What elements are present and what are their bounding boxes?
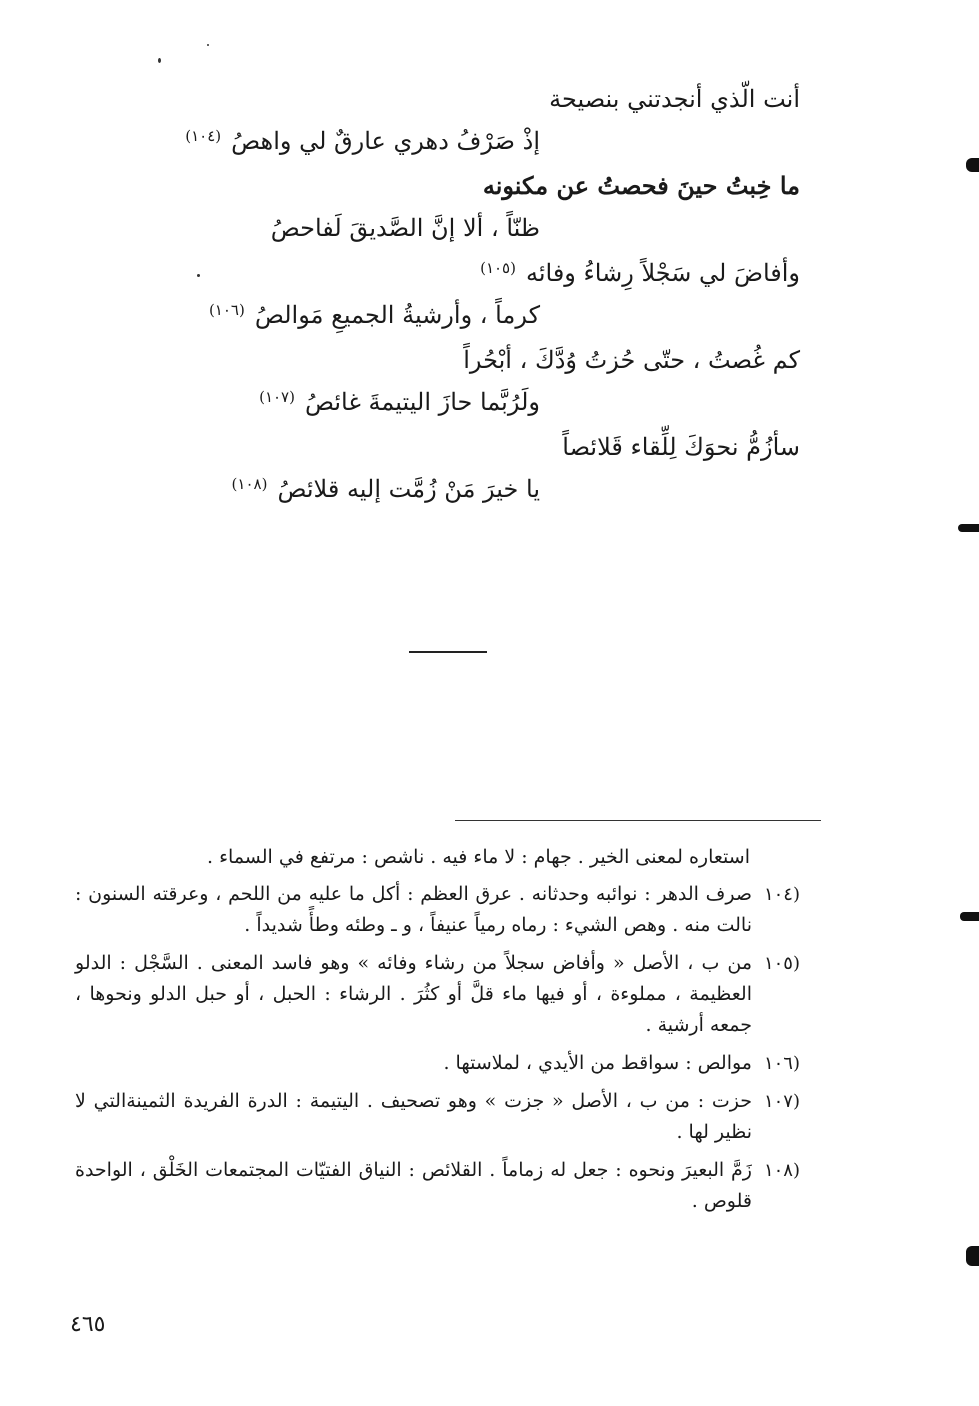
verse-second-hemistich xyxy=(185,124,540,161)
verse xyxy=(70,246,830,333)
footnote-text: من ب ، الأصل « وأفاض سجلاً من رشاء وفائه » وهو فاسد المعنى . السَّجْل : الدلو العظيمة ، مملوءة ، أو فيها ماء قلَّ أو كثُرَ . الرشاء : الحبل ، أو حبل الدلو ونحوها ، جمعه أرشية . xyxy=(75,952,752,1036)
verse-second-hemistich xyxy=(209,298,540,335)
hemistich-text: كرماً ، وأرشيةُ الجميعِ مَوالصُ xyxy=(254,301,540,329)
hemistich-text: ولَرُبَّما حازَ اليتيمةَ غائصُ xyxy=(304,388,540,416)
verse xyxy=(70,159,830,246)
footnote-number: (١٠٤ xyxy=(763,884,800,905)
hemistich-text: إذْ صَرْفُ دهري عارقٌ لي واهصُ xyxy=(231,127,540,155)
footnote xyxy=(75,1086,800,1148)
section-divider xyxy=(409,651,487,653)
footnote-number: (١٠٦ xyxy=(763,1053,800,1074)
footnote-text: حزت : من ب ، الأصل « جزت » وهو تصحيف . اليتيمة : الدرة الفريدة الثمينةالتي لا نظير لها . xyxy=(75,1090,752,1143)
verse-first-hemistich: ما خِبتُ حينَ فحصتُ عن مكنونه xyxy=(482,171,800,200)
footnote-number: (١٠٨ xyxy=(763,1160,800,1181)
footnote-text: زَمَّ البعيرَ ونحوه : جعل له زماماً . القلائص : النياق الفتيّات المجتمعات الخَلْق ، الواحدة قلوص . xyxy=(75,1159,752,1212)
page-number: ٤٦٥ xyxy=(70,1312,106,1337)
footnote-reference: (١٠٨) xyxy=(231,475,268,493)
scan-edge-mark xyxy=(966,1246,979,1266)
verse-second-hemistich xyxy=(232,472,540,509)
footnote-reference: (١٠٤) xyxy=(185,127,222,145)
verse-first-hemistich: أنت الّذي أنجدتني بنصيحة xyxy=(549,85,800,113)
footnotes xyxy=(75,842,800,1224)
footnote-number: (١٠٧ xyxy=(763,1091,800,1112)
footnote-rule xyxy=(455,820,821,821)
scan-speck xyxy=(158,58,161,63)
verse xyxy=(70,72,830,159)
hemistich-text: وأفاضَ لي سَجْلاً رِشاءُ وفائه xyxy=(525,259,800,287)
hemistich-text: ظنّاً ، ألا إنَّ الصَّديقَ لَفاحصُ xyxy=(270,214,540,242)
verse-second-hemistich xyxy=(261,211,540,248)
footnote-reference: (١٠٦) xyxy=(208,301,245,319)
footnote xyxy=(75,1048,800,1079)
footnote xyxy=(75,948,800,1041)
footnote-reference: (١٠٥) xyxy=(480,259,516,277)
scan-speck xyxy=(197,274,200,277)
scan-speck xyxy=(207,44,209,46)
verse xyxy=(70,333,830,420)
hemistich-text: يا خيرَ مَنْ زُمَّت إليه قلائصُ xyxy=(277,475,540,503)
footnote-text: صرف الدهر : نوائبه وحدثانه . عرق العظم : أكل ما عليه من اللحم ، وعرقته السنون : نالت منه . وهص الشيء : رماه رمياً عنيفاً ، و ـ وطئه وطأً شديداً . xyxy=(75,883,752,936)
verse-second-hemistich xyxy=(259,385,540,422)
scan-edge-mark xyxy=(966,158,979,172)
footnote-continuation: استعاره لمعنى الخير . جهام : لا ماء فيه . ناشص : مرتفع في السماء . xyxy=(207,846,750,868)
scan-edge-mark xyxy=(960,912,979,921)
verse xyxy=(70,420,830,507)
footnote xyxy=(75,879,800,941)
footnote xyxy=(75,1155,800,1217)
verse-first-hemistich: كم غُصتُ ، حتّى حُزتُ وُدَّكَ ، أبْحُراً xyxy=(463,346,800,374)
poem xyxy=(70,72,830,507)
verse-first-hemistich: سأزُمُّ نحوَكَ لِلِّقاء قَلائصاً xyxy=(562,433,800,461)
verse-first-hemistich xyxy=(480,256,800,293)
scan-edge-mark xyxy=(958,524,979,532)
footnote-text: موالص : سواقط من الأيدي ، لملاستها . xyxy=(443,1052,752,1074)
footnote-number: (١٠٥ xyxy=(763,953,800,974)
footnote-reference: (١٠٧) xyxy=(259,388,295,406)
